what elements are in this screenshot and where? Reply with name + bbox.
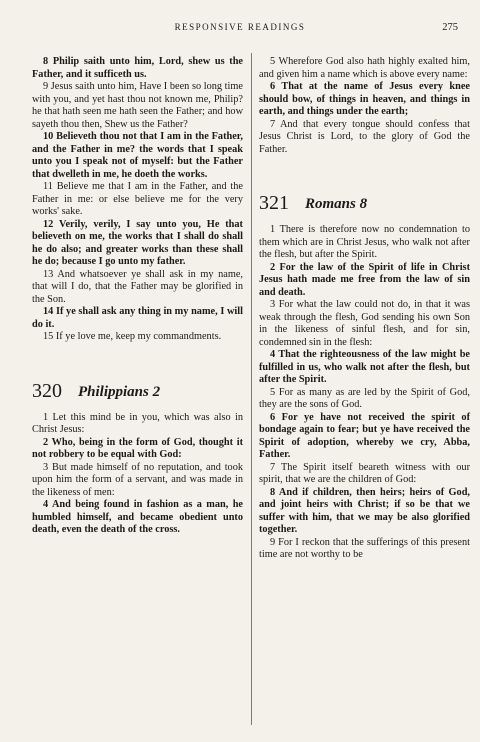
verse-list — [259, 56, 470, 156]
verse: 9 Jesus saith unto him, Have I been so long time with you, and yet hast thou not known me, Philip? he that hath seen me hath seen the Father; and how sayeth thou then, Shew us the Father? — [32, 81, 243, 130]
verse-list — [32, 412, 243, 537]
column-divider — [251, 53, 252, 725]
verse: 3 For what the law could not do, in that it was weak through the flesh, God sending his own Son in the likeness of sinful flesh, and for sin, condemned sin in the flesh: — [259, 299, 470, 348]
verse: 5 For as many as are led by the Spirit of God, they are the sons of God. — [259, 386, 470, 410]
verse: 7 The Spirit itself beareth witness with our spirit, that we are the children of God: — [259, 461, 470, 485]
reading-heading-320 — [32, 380, 243, 402]
verse: 9 For I reckon that the sufferings of this present time are not worthy to be — [259, 536, 470, 560]
page-header — [0, 22, 480, 38]
verse: 12 Verily, verily, I say unto you, He that believeth on me, the works that I shall do shall he do also; and greater works than these shall he do; because I go unto my father. — [32, 218, 243, 267]
verse: 8 Philip saith unto him, Lord, shew us the Father, and it sufficeth us. — [32, 56, 243, 80]
reading-heading-321 — [259, 192, 470, 214]
verse: 1 Let this mind be in you, which was also in Christ Jesus: — [32, 411, 243, 435]
verse: 14 If ye shall ask any thing in my name, I will do it. — [32, 306, 243, 330]
verse: 1 There is therefore now no condemnation to them which are in Christ Jesus, who walk not after the flesh, but after the Spirit. — [259, 224, 470, 260]
verse: 4 That the righteousness of the law might be fulfilled in us, who walk not after the flesh, but after the Spirit. — [259, 349, 470, 385]
verse-list — [32, 56, 243, 344]
verse: 15 If ye love me, keep my commandments. — [43, 331, 222, 342]
verse: 2 For the law of the Spirit of life in Christ Jesus hath made me free from the law of sin and death. — [259, 261, 470, 298]
right-column — [259, 56, 470, 562]
reading-book: Romans 8 — [305, 196, 368, 212]
verse: 3 But made himself of no reputation, and took upon him the form of a servant, and was made in the likeness of men: — [32, 461, 243, 498]
page-number: 275 — [442, 22, 458, 33]
verse: 4 And being found in fashion as a man, he humbled himself, and became obedient unto death, even the death of the cross. — [32, 499, 243, 535]
reading-number: 321 — [259, 192, 289, 214]
verse: 13 And whatsoever ye shall ask in my name, that will I do, that the Father may be glorified in the Son. — [32, 268, 243, 305]
verse: 11 Believe me that I am in the Father, and the Father in me: or else believe me for the very works' sake. — [32, 181, 243, 217]
verse: 10 Believeth thou not that I am in the Father, and the Father in me? the words that I speak unto you I speak not of myself: but the Father that dwelleth in me, he doeth the works. — [32, 131, 243, 180]
verse: 6 For ye have not received the spirit of bondage again to fear; but ye have received the Spirit of adoption, whereby we cry, Abba, Father. — [259, 411, 470, 460]
verse: 7 And that every tongue should confess that Jesus Christ is Lord, to the glory of God the Father. — [259, 118, 470, 155]
verse: 8 And if children, then heirs; heirs of God, and joint heirs with Christ; if so be that we suffer with him, that we may be also glorified together. — [259, 486, 470, 535]
verse: 5 Wherefore God also hath highly exalted him, and given him a name which is above every name: — [259, 56, 470, 80]
reading-number: 320 — [32, 379, 62, 402]
running-title: RESPONSIVE READINGS — [174, 22, 306, 32]
left-column — [32, 56, 243, 537]
verse-list — [259, 224, 470, 562]
verse: 6 That at the name of Jesus every knee should bow, of things in heaven, and things in earth, and things under the earth; — [259, 81, 470, 117]
reading-book: Philippians 2 — [78, 383, 161, 400]
verse: 2 Who, being in the form of God, thought it not robbery to be equal with God: — [32, 436, 243, 460]
